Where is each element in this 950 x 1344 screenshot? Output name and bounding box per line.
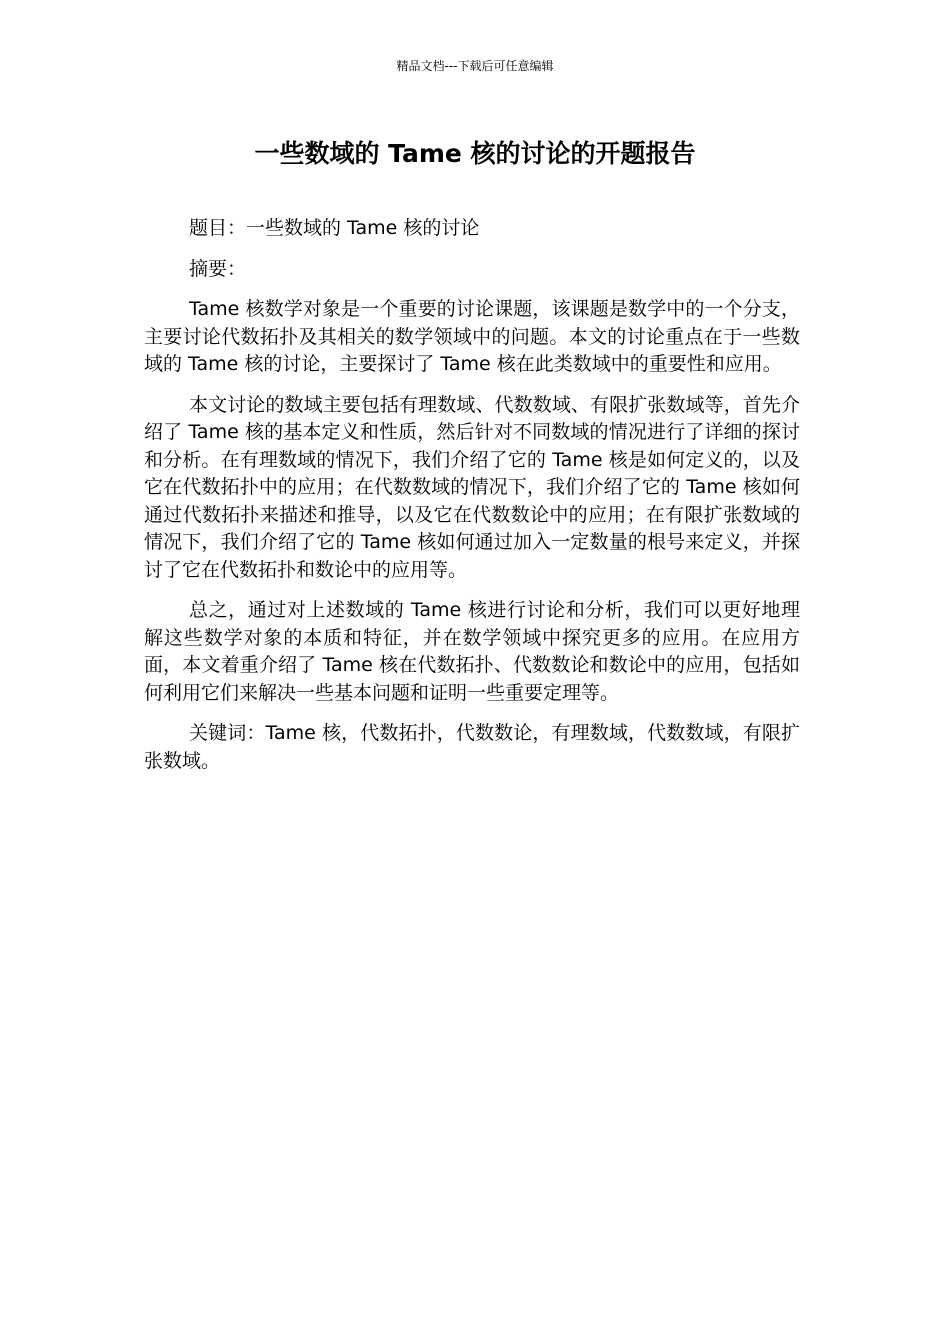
- document-title: 一些数域的 Tame 核的讨论的开题报告: [254, 139, 696, 168]
- document-body: [144, 215, 800, 788]
- keywords-line: 关键词：Tame 核，代数拓扑，代数数论，有理数域，代数数域，有限扩张数域。: [144, 722, 800, 772]
- abstract-paragraph-2: 本文讨论的数域主要包括有理数域、代数数域、有限扩张数域等，首先介绍了 Tame 核的基本定义和性质，然后针对不同数域的情况进行了详细的探讨和分析。在有理数域的情况下，我们介绍了它的 Tame 核是如何定义的，以及它在代数拓扑中的应用；在代数数域的情况下，我们介绍了它的 Tame 核如何通过代数拓扑来描述和推导，以及它在代数数论中的应用；在有限扩张数域的情况下，我们介绍了它的 Tame 核如何通过加入一定数量的根号来定义，并探讨了它在代数拓扑和数论中的应用等。: [144, 393, 800, 581]
- topic-line: 题目：一些数域的 Tame 核的讨论: [189, 217, 480, 239]
- abstract-paragraph-1: Tame 核数学对象是一个重要的讨论课题，该课题是数学中的一个分支，主要讨论代数拓扑及其相关的数学领域中的问题。本文的讨论重点在于一些数域的 Tame 核的讨论，主要探讨了 Tame 核在此类数域中的重要性和应用。: [144, 298, 800, 375]
- page-header-note: 精品文档---下载后可任意编辑: [396, 59, 554, 73]
- abstract-paragraph-3: 总之，通过对上述数域的 Tame 核进行讨论和分析，我们可以更好地理解这些数学对象的本质和特征，并在数学领域中探究更多的应用。在应用方面，本文着重介绍了 Tame 核在代数拓扑、代数数论和数论中的应用，包括如何利用它们来解决一些基本问题和证明一些重要定理等。: [144, 599, 800, 704]
- abstract-label: 摘要：: [189, 257, 247, 280]
